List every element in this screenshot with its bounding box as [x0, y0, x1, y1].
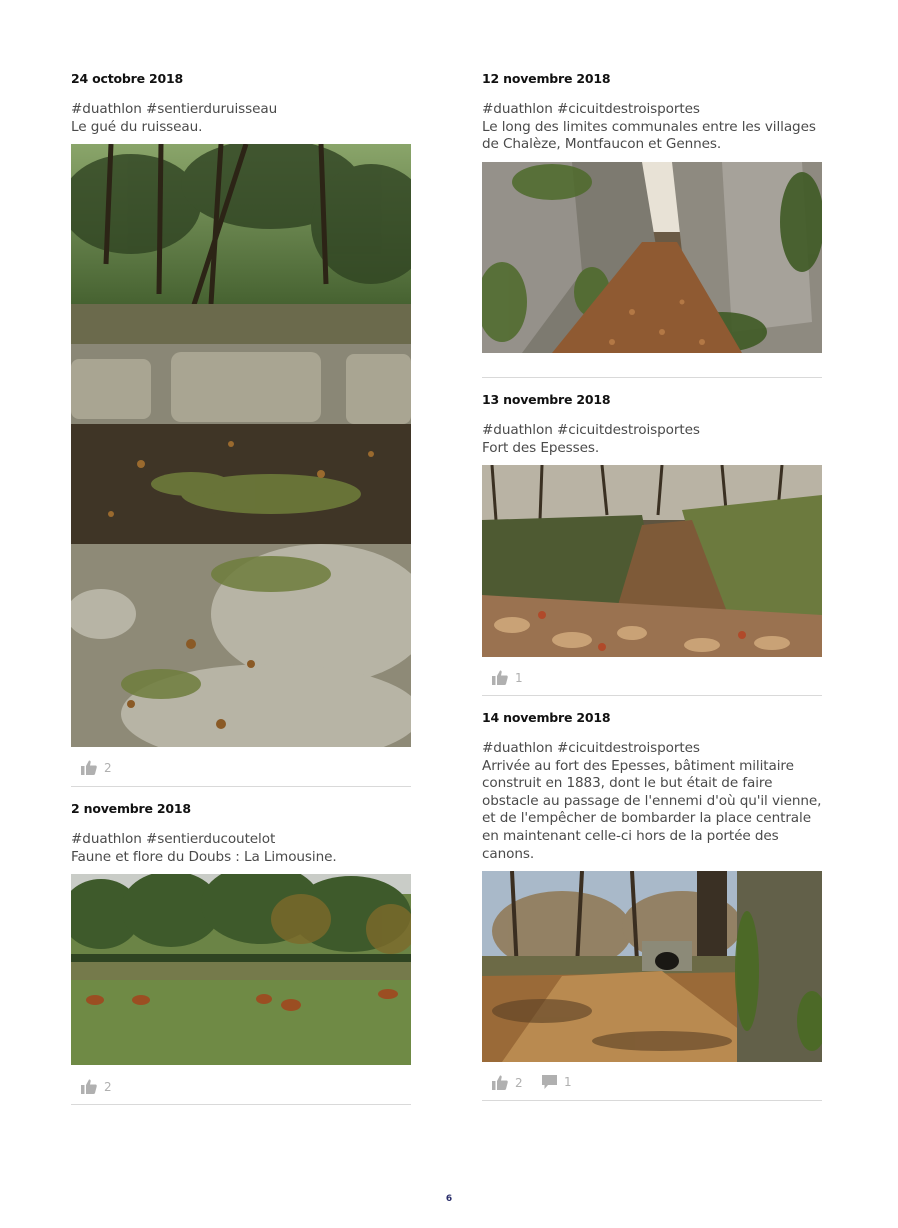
like-count: 2: [104, 1079, 112, 1094]
post-tags[interactable]: #duathlon #cicuitdestroisportes: [482, 101, 700, 117]
post-date: 12 novembre 2018: [482, 71, 611, 86]
comment-button[interactable]: [542, 1075, 572, 1089]
post-13-novembre: [482, 392, 822, 457]
fort-ditch-photo[interactable]: [482, 465, 822, 657]
post-12-novembre: [482, 71, 822, 154]
post-separator: [71, 786, 411, 787]
page-number: 6: [445, 1194, 453, 1204]
like-count: 2: [515, 1075, 523, 1090]
post-line: de Chalèze, Montfaucon et Gennes.: [482, 136, 722, 153]
post-reactions: [482, 1075, 822, 1095]
post-tags[interactable]: #duathlon #sentierducoutelot: [71, 831, 276, 847]
like-button[interactable]: [81, 1079, 112, 1094]
post-line: canons.: [482, 845, 535, 862]
like-button[interactable]: [81, 760, 112, 775]
thumbs-up-icon: [492, 670, 508, 685]
post-text: [71, 101, 411, 136]
post-text: [482, 740, 822, 863]
post-line: en maintenant celle-ci hors de la portée des: [482, 827, 779, 844]
thumbs-up-icon: [492, 1075, 508, 1090]
post-reactions: [482, 670, 822, 690]
post-text: [482, 101, 822, 154]
post-tags[interactable]: #duathlon #cicuitdestroisportes: [482, 740, 700, 756]
fort-entrance-photo[interactable]: [482, 871, 822, 1062]
comment-bubble-icon: [542, 1075, 557, 1089]
post-line: construit en 1883, dont le but était de faire: [482, 775, 773, 792]
post-line: et de l'empêcher de bombarder la place centrale: [482, 810, 811, 827]
post-date: 24 octobre 2018: [71, 71, 184, 86]
post-2-novembre: [71, 801, 411, 866]
post-date: 2 novembre 2018: [71, 801, 191, 816]
post-text: [482, 422, 822, 457]
post-24-octobre: [71, 71, 411, 136]
like-button[interactable]: [492, 670, 523, 685]
rock-path-photo[interactable]: [482, 162, 822, 353]
post-line: Faune et flore du Doubs : La Limousine.: [71, 848, 337, 865]
post-date: 13 novembre 2018: [482, 392, 611, 407]
post-line: Le gué du ruisseau.: [71, 118, 203, 135]
post-14-novembre: [482, 710, 822, 863]
post-reactions: [71, 1079, 411, 1099]
post-separator: [71, 1104, 411, 1105]
post-separator: [482, 377, 822, 378]
like-button[interactable]: [492, 1075, 523, 1090]
like-count: 2: [104, 760, 112, 775]
thumbs-up-icon: [81, 1079, 97, 1094]
post-separator: [482, 1100, 822, 1101]
forest-stream-photo[interactable]: [71, 144, 411, 747]
post-line: Arrivée au fort des Epesses, bâtiment militaire: [482, 757, 794, 774]
like-count: 1: [515, 670, 523, 685]
post-tags[interactable]: #duathlon #sentierduruisseau: [71, 101, 278, 117]
post-reactions: [71, 760, 411, 780]
post-text: [71, 831, 411, 866]
post-tags[interactable]: #duathlon #cicuitdestroisportes: [482, 422, 700, 438]
comment-count: 1: [564, 1075, 572, 1089]
post-line: Fort des Epesses.: [482, 439, 600, 456]
thumbs-up-icon: [81, 760, 97, 775]
cows-meadow-photo[interactable]: [71, 874, 411, 1065]
post-date: 14 novembre 2018: [482, 710, 611, 725]
post-line: obstacle au passage de l'ennemi d'où qu'il vienne,: [482, 792, 822, 809]
post-line: Le long des limites communales entre les villages: [482, 118, 816, 135]
post-separator: [482, 695, 822, 696]
